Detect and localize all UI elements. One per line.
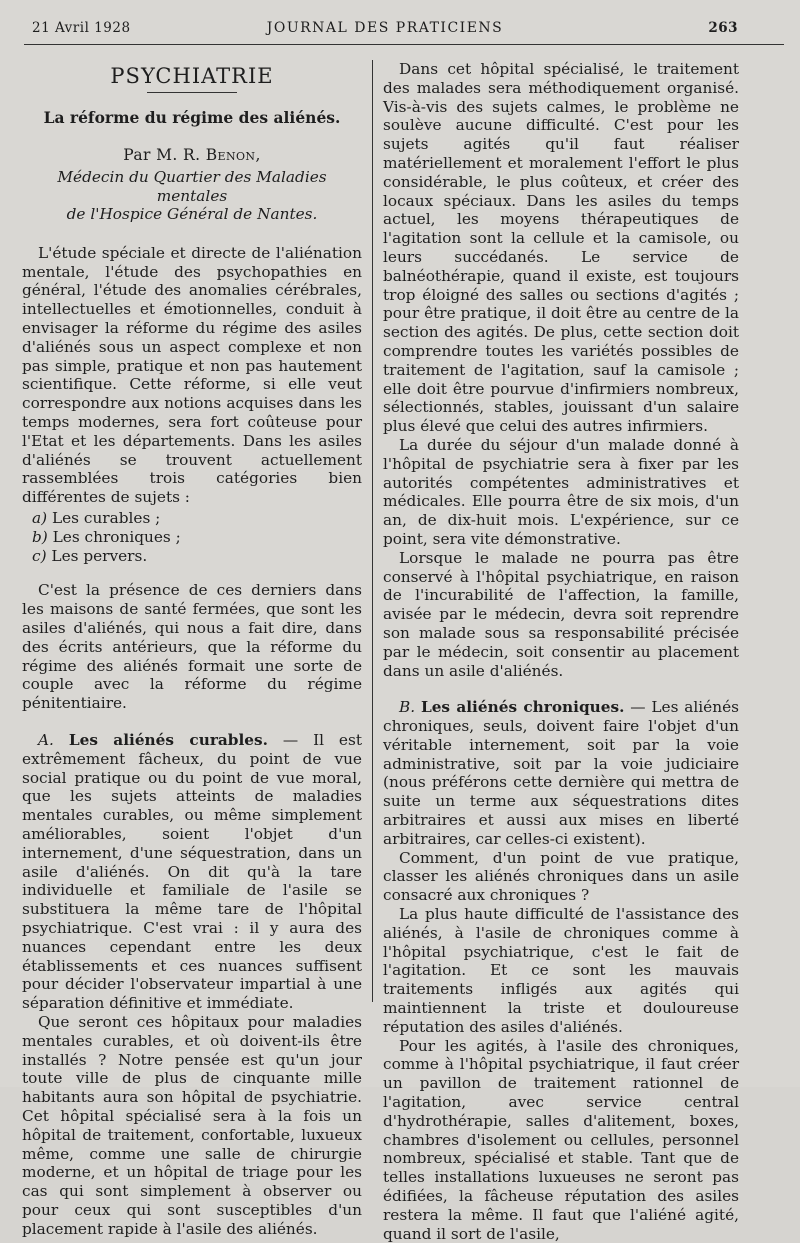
paragraph: Lorsque le malade ne pourra pas être conservé à l'hôpital psychiatrique, en raison de l'incurabilité de l'affection, la famille, avisée par le médecin, devra soit reprendre son malade sous sa responsabilité précisée par le médecin, soit consentir au placement dans un asile d'aliénés. [383, 548, 739, 680]
paragraph: Dans cet hôpital spécialisé, le traitement des malades sera méthodiquement organisé. Vis-à-vis des sujets calmes, le problème ne soulève aucune difficulté. C'est pour les sujets agités qu'il faut réaliser matériellement et moralement l'effort le plus considérable, le plus coûteux, et créer des locaux spéciaux. Dans les asiles du temps actuel, les moyens thérapeutiques de l'agitation sont la cellule et la camisole, ou leurs succédanés. Le service de balnéothérapie, quand il existe, est toujours trop éloigné des salles ou sections d'agités ; pour être pratique, il doit être au centre de la section des agités. De plus, cette section doit comprendre toutes les variétés possibles de traitement de l'agitation, sauf la camisole ; elle doit être pourvue d'infirmiers nombreux, sélectionnés, stables, jouissant d'un salaire plus élevé que celui des autres infirmiers. [383, 60, 739, 436]
article-title: La réforme du régime des aliénés. [43, 107, 341, 127]
section-title-rule [147, 92, 237, 93]
subsection-title: Les aliénés chroniques. [420, 698, 625, 717]
header-date: 21 Avril 1928 [32, 20, 131, 36]
subsection-letter: A. [38, 731, 54, 750]
author-affiliation [22, 168, 362, 224]
affiliation-line-2: de l'Hospice Général de Nantes. [66, 205, 318, 224]
list-item-text: Les pervers. [46, 546, 148, 565]
paragraph: Pour les agités, à l'asile des chroniques, comme à l'hôpital psychiatrique, il faut créer un pavillon de traitement rationnel de l'agitation, avec service central d'hydrothérapie, salles d'alitement, boxes, chambres d'isolement ou cellules, personnel nombreux, spécialisé et stable. Tant que de telles installations luxueuses ne seront pas édifiées, la fâcheuse réputation des asiles restera la même. Il faut que l'aliéné agité, quand il sort de l'asile, [383, 1036, 739, 1243]
subsection-title: Les aliénés curables. [68, 731, 268, 750]
header-rule [24, 44, 784, 45]
author-line [22, 146, 362, 165]
left-column [22, 60, 362, 1239]
list-item-text: Les curables ; [47, 509, 161, 528]
subsection-text: — Il est extrêmement fâcheux, du point de vue social pratique ou du point de vue moral, que les sujets atteints de maladies mentales curables, ou même simplement améliorables, soient l'objet d'un internement, d'une séquestration, dans un asile d'aliénés. On dit qu'à la tare individuelle et familiale de l'asile se substituera la même tare de l'hôpital psychiatrique. C'est vrai : il y aura des nuances cependant entre les deux établissements et ces nuances suffisent pour décider l'observateur impartial à une séparation définitive et immédiate. [22, 731, 362, 1013]
list-item-letter: a) [32, 509, 48, 528]
author-prefix: Par M. R. [123, 145, 206, 164]
section-title: PSYCHIATRIE [110, 64, 274, 88]
list-item [22, 509, 362, 528]
list-item-letter: b) [32, 527, 48, 546]
subsection-a-paragraph [22, 731, 362, 1013]
author-name: Benon, [205, 145, 261, 164]
paragraph: La plus haute difficulté de l'assistance des aliénés, à l'asile de chroniques comme à l'hôpital psychiatrique, c'est le fait de l'agitation. Et ce sont les mauvais traitements infligés aux agités qui maintiennent la triste et douloureuse réputation des asiles d'aliénés. [383, 905, 739, 1036]
running-header [32, 20, 738, 40]
category-list [22, 509, 362, 565]
paragraph: L'étude spéciale et directe de l'aliénation mentale, l'étude des psychopathies en général, l'étude des anomalies cérébrales, intellectuelles et émotionnelles, conduit à envisager la réforme du régime des asiles d'aliénés sous un aspect complexe et non pas simple, pratique et non pas hautement scientifique. Cette réforme, si elle veut correspondre aux notions acquises dans les temps modernes, sera fort coûteuse pour l'Etat et les départements. Dans les asiles d'aliénés se trouvent actuellement rassemblées trois catégories bien différentes de sujets : [22, 243, 362, 507]
paragraph: C'est la présence de ces derniers dans les maisons de santé fermées, que sont les asiles d'aliénés, qui nous a fait dire, dans des écrits antérieurs, que la réforme du régime des aliénés formait une sorte de couple avec la réforme du régime pénitentiaire. [22, 581, 362, 713]
list-item-text: Les chroniques ; [47, 527, 181, 546]
paragraph: La durée du séjour d'un malade donné à l'hôpital de psychiatrie sera à fixer par les autorités compétentes administratives et médicales. Elle pourra être de six mois, d'un an, de dix-huit mois. L'expérience, sur ce point, sera vite démonstrative. [383, 435, 739, 548]
list-item [22, 547, 362, 566]
paragraph: Comment, d'un point de vue pratique, classer les aliénés chroniques dans un asile consacré aux chroniques ? [383, 848, 739, 905]
subsection-text: — Les aliénés chroniques, seuls, doivent faire l'objet d'un véritable internement, soit par la voie administrative, soit par la voie judiciaire (nous préférons cette dernière qui mettra de suite un terme aux séquestrations dites arbitraires et aussi aux mises en liberté arbitraires, car celles-ci existent). [383, 698, 739, 848]
affiliation-line-1: Médecin du Quartier des Maladies mentales [57, 168, 327, 205]
right-column [383, 60, 739, 1243]
subsection-letter: B. [399, 698, 416, 717]
subsection-b-paragraph [383, 698, 739, 848]
paragraph: Que seront ces hôpitaux pour maladies mentales curables, et où doivent-ils être installés ? Notre pensée est qu'un jour toute ville de plus de cinquante mille habitants aura son hôpital de psychiatrie. Cet hôpital spécialisé sera à la fois un hôpital de traitement, confortable, luxueux même, comme une salle de chirurgie moderne, et un hôpital de triage pour les cas qui sont simplement à observer ou pour ceux qui sont susceptibles d'un placement rapide à l'asile des aliénés. [22, 1012, 362, 1238]
column-divider [372, 60, 373, 1002]
header-journal-title: JOURNAL DES PRATICIENS [266, 20, 504, 36]
list-item [22, 528, 362, 547]
header-page-number: 263 [708, 20, 738, 36]
list-item-letter: c) [32, 546, 47, 565]
